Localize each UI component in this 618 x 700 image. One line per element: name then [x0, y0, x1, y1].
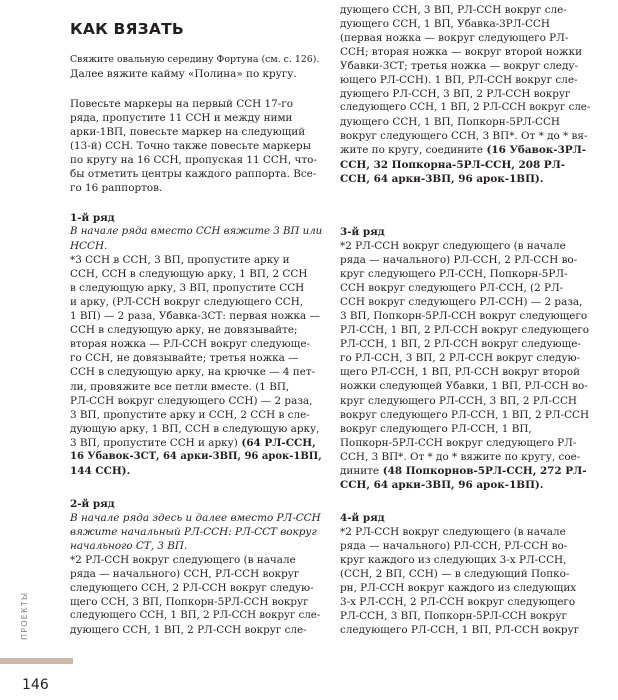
- text-line: следующего ССН, 1 ВП, 2 РЛ-ССН вокруг сле-: [340, 102, 591, 114]
- text-line: (первая ножка — вокруг следующего РЛ-: [340, 32, 569, 45]
- row2-total-line: ССН, 64 арки-3ВП, 96 арок-1ВП).: [340, 172, 544, 185]
- text-line: круг следующего РЛ-ССН, Попкорн-5РЛ-: [340, 268, 568, 281]
- text-line: круг следующего РЛ-ССН, 3 ВП, 2 РЛ-ССН: [340, 394, 577, 407]
- text-line: ряда, пропустите 11 ССН и между ними: [70, 112, 293, 125]
- text-line: ли, провяжите все петли вместе. (1 ВП,: [70, 380, 290, 393]
- text-line: бы отметить центры каждого раппорта. Все-: [70, 168, 317, 181]
- text-line: 1 ВП) — 2 раза, Убавка-3СТ: первая ножка —: [70, 310, 320, 323]
- text-line: Попкорн-5РЛ-ССН вокруг следующего РЛ-: [340, 436, 577, 449]
- text-line: ССН; вторая ножка — вокруг второй ножки: [340, 46, 583, 59]
- row2-note-line: вяжите начальный РЛ-ССН: РЛ-ССТ вокруг: [70, 526, 317, 539]
- text-line: 3-х РЛ-ССН, 2 РЛ-ССН вокруг следующего: [340, 596, 576, 609]
- text-line: *2 РЛ-ССН вокруг следующего (в начале: [70, 554, 296, 567]
- page-number: 146: [22, 677, 49, 693]
- text-line: РЛ-ССН, 3 ВП, Попкорн-5РЛ-ССН вокруг: [340, 610, 567, 623]
- text-line: щего РЛ-ССН, 1 ВП, РЛ-ССН вокруг второй: [340, 366, 581, 379]
- text-line: ССН вокруг следующего РЛ-ССН) — 2 раза,: [340, 296, 583, 309]
- text-line: ряда — начального) РЛ-ССН, 2 РЛ-ССН во-: [340, 254, 578, 267]
- text-line: щего ССН, 3 ВП, Попкорн-5РЛ-ССН вокруг: [70, 596, 309, 609]
- row3-total-start: (48 Попкорнов-5РЛ-ССН, 272 РЛ-: [379, 464, 587, 477]
- text-line: дующую арку, 1 ВП, ССН в следующую арку,: [70, 422, 320, 435]
- markers-paragraph: [70, 97, 322, 195]
- text-line: ССН в следующую арку, не довязывайте;: [70, 324, 298, 337]
- row1-note-line: В начале ряда вместо ССН вяжите 3 ВП или: [70, 226, 323, 237]
- row3-paragraph: [340, 239, 592, 492]
- text-segment: дините: [340, 464, 380, 477]
- text-line: Свяжите овальную середину Фортуна (см. с. 126).: [70, 54, 320, 65]
- row2-paragraph: [70, 511, 322, 637]
- row2-total-line: ССН, 32 Попкорна-5РЛ-ССН, 208 РЛ-: [340, 158, 566, 171]
- text-line: в следующую арку, 3 ВП, пропустите ССН: [70, 282, 305, 295]
- text-line: ряда — начального) РЛ-ССН, РЛ-ССН во-: [340, 540, 568, 553]
- text-line: ножки следующей Убавки, 1 ВП, РЛ-ССН во-: [340, 380, 588, 393]
- text-line: [70, 436, 322, 450]
- text-line: следующего ССН, 2 РЛ-ССН вокруг следую-: [70, 582, 314, 595]
- text-line: (13-й) ССН. Точно также повесьте маркеры: [70, 140, 311, 153]
- intro-paragraph: [70, 53, 322, 81]
- text-line: ССН в следующую арку, на крючке — 4 пет-: [70, 366, 316, 379]
- text-line: 3 ВП, пропустите арку и ССН, 2 ССН в сле-: [70, 408, 310, 421]
- text-line: го РЛ-ССН, 3 ВП, 2 РЛ-ССН вокруг следую-: [340, 352, 581, 365]
- text-line: дующего ССН, 1 ВП, Убавка-3РЛ-ССН: [340, 18, 550, 31]
- row1-total-line: 16 Убавок-3СТ, 64 арки-3ВП, 96 арок-1ВП,: [70, 450, 322, 462]
- text-line: РЛ-ССН, 1 ВП, 2 РЛ-ССН вокруг следующе-: [340, 338, 581, 351]
- text-line: по кругу на 16 ССН, пропуская 11 ССН, что-: [70, 154, 317, 167]
- text-line: дующего ССН, 1 ВП, 2 РЛ-ССН вокруг сле-: [70, 624, 307, 637]
- row1-paragraph: [70, 225, 322, 478]
- text-line: РЛ-ССН, 1 ВП, 2 РЛ-ССН вокруг следующего: [340, 324, 590, 337]
- text-segment: жите по кругу, соедините: [340, 144, 483, 157]
- text-line: рн, РЛ-ССН вокруг каждого из следующих: [340, 582, 577, 595]
- text-line: (ССН, 2 ВП, ССН) — в следующий Попко-: [340, 568, 570, 581]
- row1-total-line: 144 ССН).: [70, 464, 131, 477]
- row3-heading: 3-й ряд: [340, 226, 385, 238]
- text-line: дующего ССН, 3 ВП, РЛ-ССН вокруг сле-: [340, 4, 567, 16]
- text-line: [340, 464, 592, 478]
- text-line: *2 РЛ-ССН вокруг следующего (в начале: [340, 240, 566, 252]
- row2-heading: 2-й ряд: [70, 498, 115, 510]
- text-line: арки-1ВП, повесьте маркер на следующий: [70, 126, 306, 139]
- row4-paragraph: [340, 525, 592, 637]
- text-line: следующего РЛ-ССН, 1 ВП, РЛ-ССН вокруг: [340, 624, 580, 637]
- text-line: го 16 раппортов.: [70, 182, 163, 195]
- section-bar: [0, 658, 73, 664]
- text-line: дующего ССН, 1 ВП, Попкорн-5РЛ-ССН: [340, 116, 560, 129]
- section-label: ПРОЕКТЫ: [20, 591, 29, 640]
- text-line: Убавки-3СТ; третья ножка — вокруг следу-: [340, 60, 578, 73]
- text-line: ССН, 3 ВП*. От * до * вяжите по кругу, сое-: [340, 450, 581, 463]
- text-line: Повесьте маркеры на первый ССН 17-го: [70, 98, 293, 110]
- row1-heading: 1-й ряд: [70, 212, 115, 224]
- text-line: ряда — начального) ССН, РЛ-ССН вокруг: [70, 568, 300, 581]
- row2-note-line: В начале ряда здесь и далее вместо РЛ-ССН: [70, 512, 321, 524]
- text-line: Далее вяжите кайму «Полина» по кругу.: [70, 68, 297, 81]
- text-line: следующего ССН, 1 ВП, 2 РЛ-ССН вокруг сле-: [70, 610, 321, 622]
- row3-total-line: ССН, 64 арки-3ВП, 96 арок-1ВП).: [340, 478, 544, 491]
- text-line: вторая ножка — РЛ-ССН вокруг следующе-: [70, 338, 310, 351]
- text-line: ющего РЛ-ССН). 1 ВП, РЛ-ССН вокруг сле-: [340, 74, 578, 87]
- text-line: [340, 143, 592, 157]
- row2-total-start: (16 Убавок-3РЛ-: [482, 144, 587, 157]
- page-title: КАК ВЯЗАТЬ: [70, 20, 184, 38]
- text-line: *3 ССН в ССН, 3 ВП, пропустите арку и: [70, 254, 290, 267]
- text-line: *2 РЛ-ССН вокруг следующего (в начале: [340, 526, 566, 538]
- text-line: 3 ВП, Попкорн-5РЛ-ССН вокруг следующего: [340, 310, 588, 323]
- text-line: вокруг следующего РЛ-ССН, 1 ВП,: [340, 422, 532, 435]
- text-line: вокруг следующего РЛ-ССН, 1 ВП, 2 РЛ-ССН: [340, 408, 590, 421]
- row2-continuation: [340, 3, 592, 186]
- text-line: го ССН, не довязывайте; третья ножка —: [70, 352, 299, 365]
- text-line: вокруг следующего ССН, 3 ВП*. От * до * вя-: [340, 130, 588, 143]
- text-line: ССН, ССН в следующую арку, 1 ВП, 2 ССН: [70, 268, 308, 281]
- row1-note-line: НССН.: [70, 240, 108, 253]
- row1-total-start: (64 РЛ-ССН,: [237, 436, 316, 449]
- text-line: круг каждого из следующих 3-х РЛ-ССН,: [340, 554, 567, 567]
- text-line: ССН вокруг следующего РЛ-ССН, (2 РЛ-: [340, 282, 564, 295]
- text-line: дующего РЛ-ССН, 3 ВП, 2 РЛ-ССН вокруг: [340, 88, 571, 101]
- row2-note-line: начального СТ, 3 ВП.: [70, 540, 188, 553]
- text-segment: 3 ВП, пропустите ССН и арку): [70, 436, 238, 449]
- text-line: и арку, (РЛ-ССН вокруг следующего ССН,: [70, 296, 304, 309]
- text-line: РЛ-ССН вокруг следующего ССН) — 2 раза,: [70, 394, 313, 407]
- row4-heading: 4-й ряд: [340, 512, 385, 524]
